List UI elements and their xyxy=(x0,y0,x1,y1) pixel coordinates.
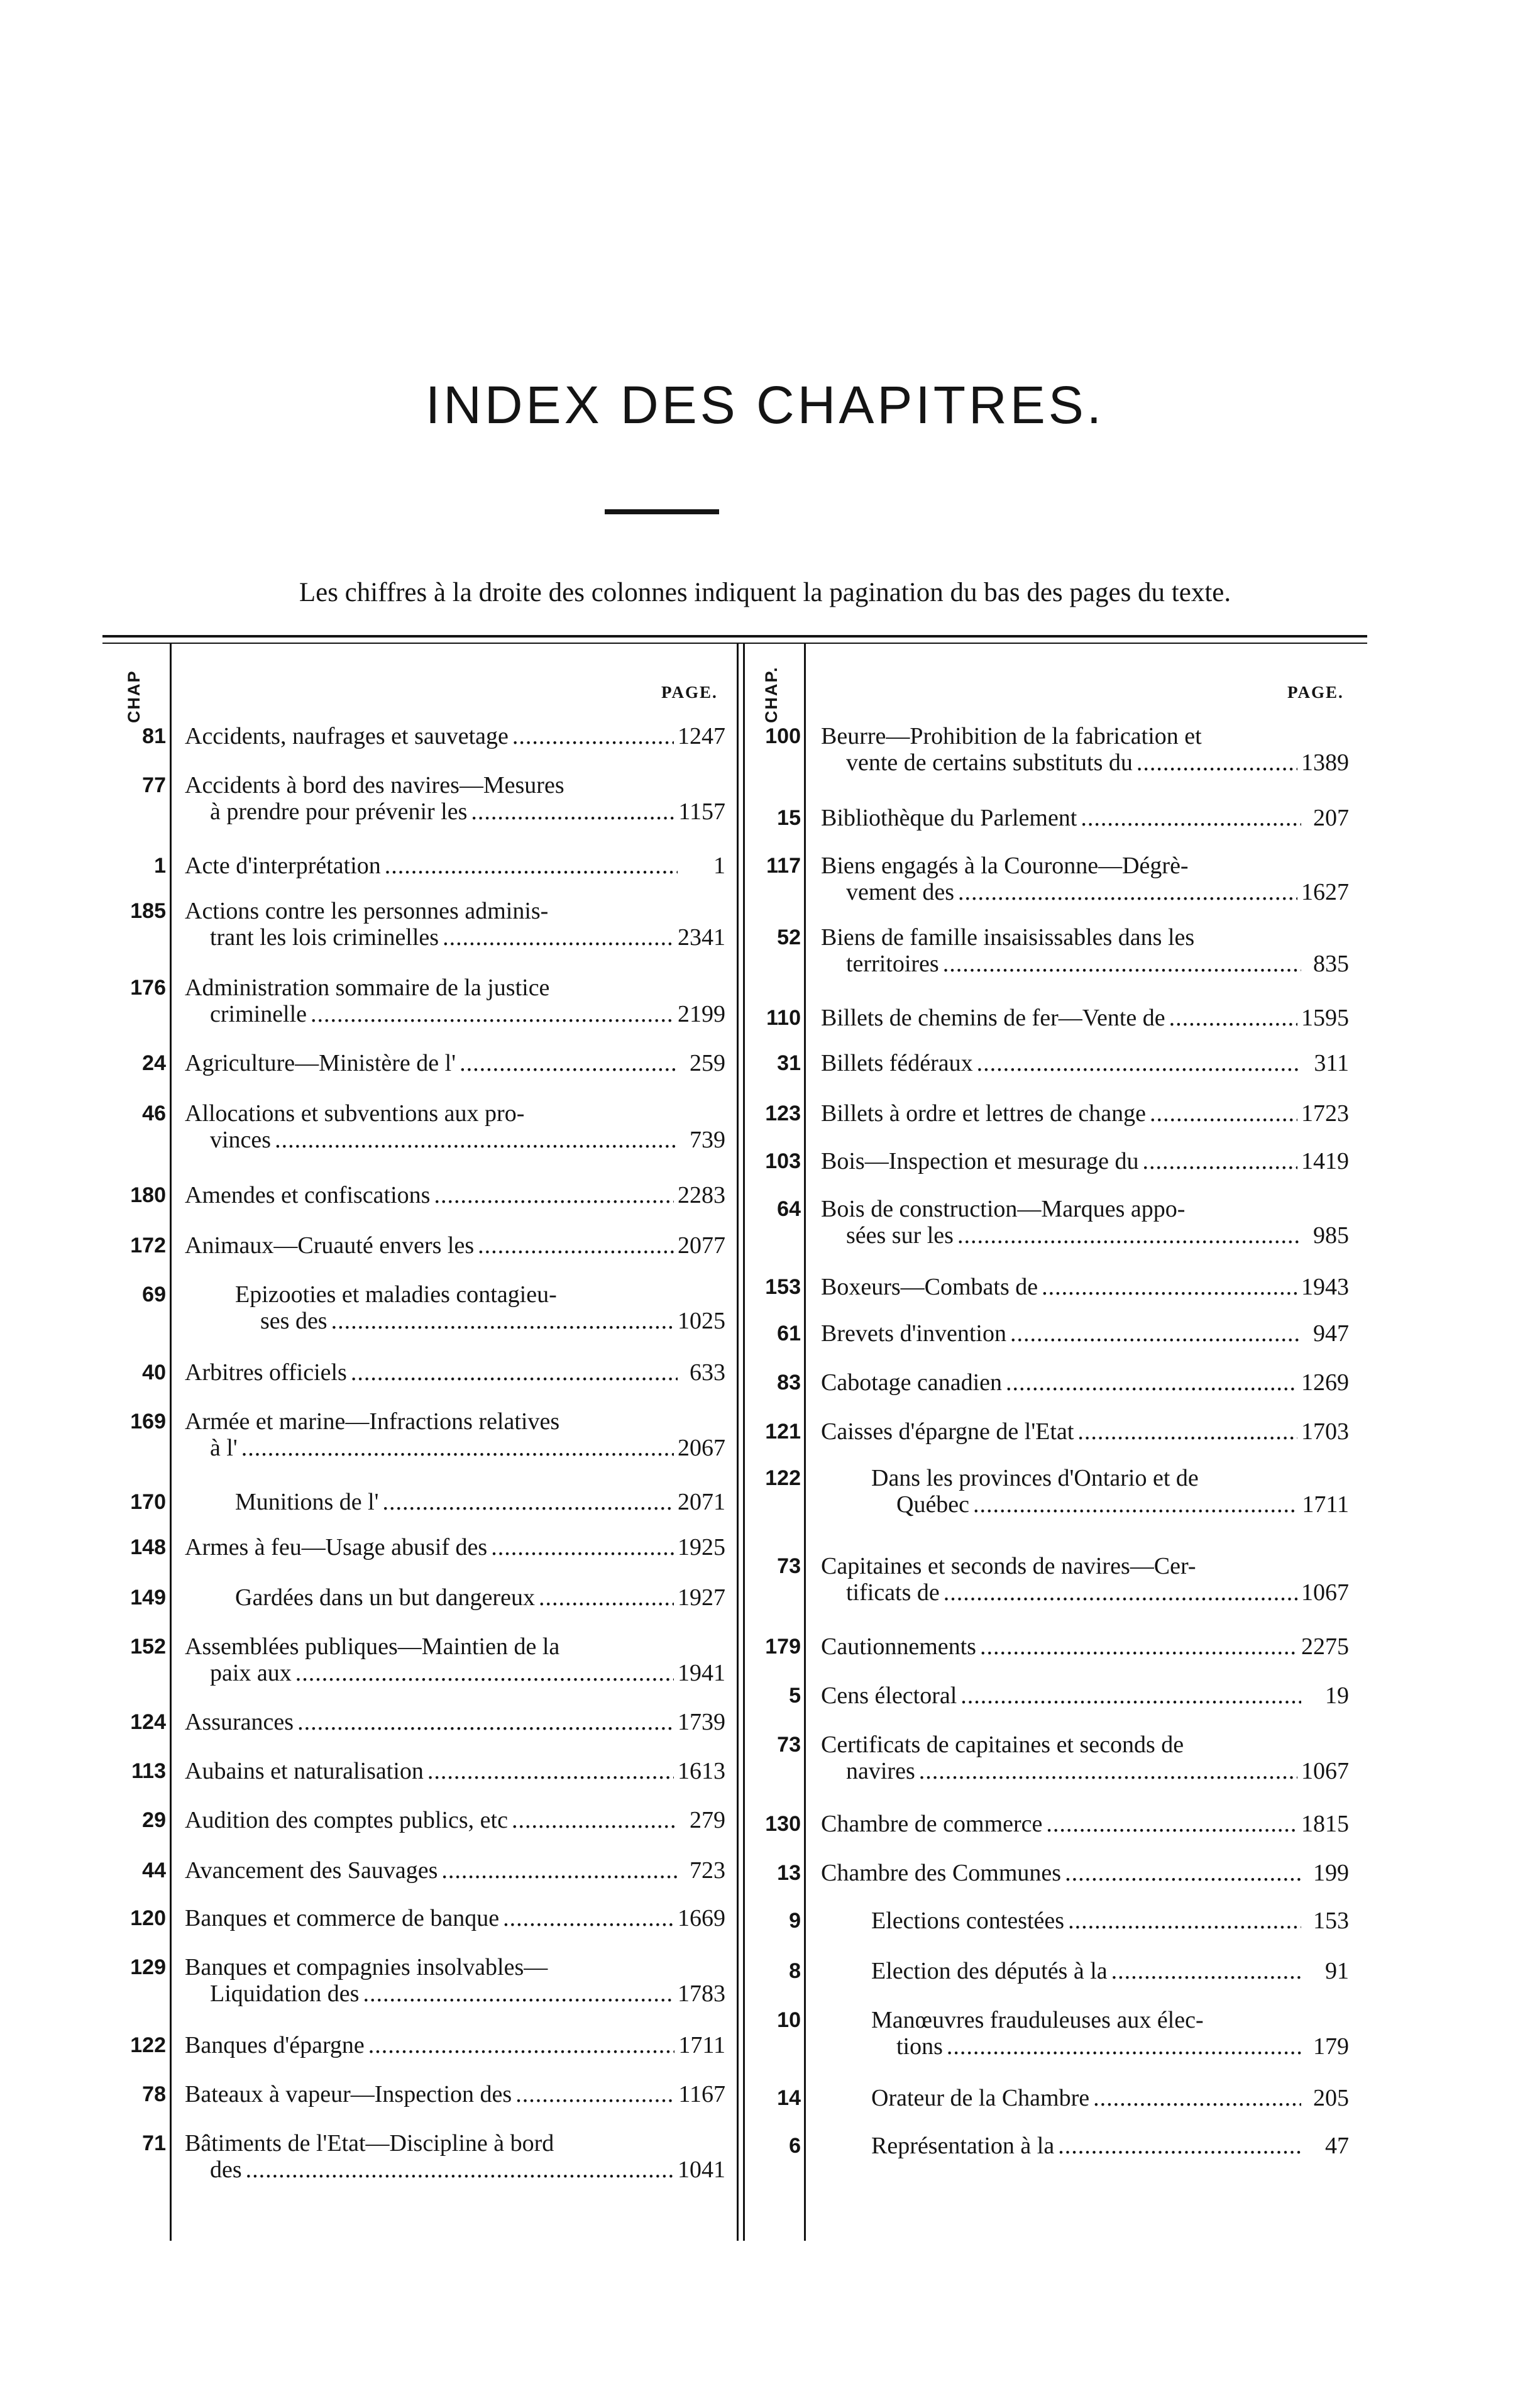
leader-dots xyxy=(1150,1100,1297,1127)
right-chap-number: 73 xyxy=(777,1733,801,1757)
entry-text: Epizooties et maladies contagieu- xyxy=(235,1281,557,1308)
leader-dots xyxy=(512,1807,678,1833)
entry-text: à l' xyxy=(210,1435,238,1461)
entry-page-number: 947 xyxy=(1313,1320,1349,1347)
index-entry xyxy=(185,1408,725,1461)
entry-text: sées sur les xyxy=(846,1222,954,1249)
entry-page-number: 2077 xyxy=(678,1232,725,1259)
right-chap-number: 15 xyxy=(777,806,801,830)
leader-dots xyxy=(275,1127,678,1153)
entry-text: Animaux—Cruauté envers les xyxy=(185,1232,475,1259)
right-chap-number: 110 xyxy=(766,1006,801,1030)
right-chap-number: 6 xyxy=(789,2134,801,2158)
entry-page-number: 2341 xyxy=(678,924,725,951)
leader-dots xyxy=(241,1435,674,1461)
entry-page-number: 2067 xyxy=(678,1435,725,1461)
entry-page-number: 2071 xyxy=(678,1489,725,1515)
leader-dots xyxy=(434,1182,674,1208)
entry-text: Bibliothèque du Parlement xyxy=(821,805,1077,831)
entry-page-number: 723 xyxy=(690,1857,725,1884)
leader-dots xyxy=(1010,1320,1301,1347)
entry-text: Banques et compagnies insolvables— xyxy=(185,1954,548,1980)
leader-dots xyxy=(919,1758,1297,1784)
entry-page-number: 1703 xyxy=(1301,1418,1349,1445)
right-chap-number: 100 xyxy=(765,724,801,748)
index-entry xyxy=(821,853,1349,905)
left-chap-number: 78 xyxy=(142,2082,166,2106)
entry-text: Actions contre les personnes adminis- xyxy=(185,898,549,924)
title-rule xyxy=(605,509,719,514)
right-chap-number: 179 xyxy=(765,1635,801,1659)
entry-text: Amendes et confiscations xyxy=(185,1182,431,1208)
left-page-header: PAGE. xyxy=(661,683,718,702)
index-entry xyxy=(185,2130,725,2183)
left-chap-number: 44 xyxy=(142,1858,166,1882)
entry-text: Elections contestées xyxy=(871,1908,1065,1934)
leader-dots xyxy=(512,723,674,749)
index-entry xyxy=(821,1860,1349,1886)
left-chap-header: CHAP xyxy=(124,670,143,723)
entry-text: criminelle xyxy=(210,1001,307,1027)
entry-page-number: 1711 xyxy=(678,2032,725,2058)
right-chap-number: 117 xyxy=(766,854,801,878)
right-chap-number: 103 xyxy=(765,1149,801,1173)
leader-dots xyxy=(460,1050,678,1076)
index-entry xyxy=(185,1807,725,1833)
entry-page-number: 1595 xyxy=(1301,1005,1349,1031)
entry-text: Agriculture—Ministère de l' xyxy=(185,1050,456,1076)
entry-text: Billets à ordre et lettres de change xyxy=(821,1100,1147,1127)
entry-text: Election des députés à la xyxy=(871,1958,1108,1984)
leader-dots xyxy=(385,853,678,879)
leader-dots xyxy=(295,1660,674,1686)
entry-page-number: 2199 xyxy=(678,1001,725,1027)
left-chap-divider xyxy=(170,644,172,2241)
entry-text: Bois de construction—Marques appo- xyxy=(821,1196,1186,1222)
leader-dots xyxy=(368,2032,675,2058)
entry-text: Liquidation des xyxy=(210,1980,360,2007)
right-chap-number: 123 xyxy=(765,1102,801,1125)
index-entry xyxy=(185,772,725,825)
index-entry xyxy=(821,723,1349,776)
entry-page-number: 1 xyxy=(713,853,725,879)
leader-dots xyxy=(515,2081,674,2107)
entry-text: vement des xyxy=(846,879,955,905)
entry-text: Munitions de l' xyxy=(235,1489,379,1515)
index-entry xyxy=(185,1709,725,1735)
right-chap-number: 130 xyxy=(765,1812,801,1836)
index-entry xyxy=(821,2133,1349,2159)
left-chap-number: 69 xyxy=(142,1283,166,1306)
left-chap-number: 148 xyxy=(130,1535,166,1559)
right-chap-number: 9 xyxy=(789,1909,801,1933)
leader-dots xyxy=(977,1050,1301,1076)
right-chap-number: 14 xyxy=(777,2086,801,2110)
right-chap-number: 13 xyxy=(777,1861,801,1885)
index-entry xyxy=(821,1958,1349,1984)
index-entry xyxy=(185,1534,725,1560)
leader-dots xyxy=(427,1758,674,1784)
entry-page-number: 1627 xyxy=(1301,879,1349,905)
right-chap-number: 153 xyxy=(765,1275,801,1299)
entry-text: Cabotage canadien xyxy=(821,1369,1003,1396)
entry-text: territoires xyxy=(846,951,939,977)
entry-text: Gardées dans un but dangereux xyxy=(235,1584,535,1611)
page-subtitle: Les chiffres à la droite des colonnes indiquent la pagination du bas des pages du texte. xyxy=(299,578,1231,607)
entry-page-number: 1167 xyxy=(678,2081,725,2107)
leader-dots xyxy=(957,1222,1301,1249)
index-entry xyxy=(821,1418,1349,1445)
index-entry xyxy=(185,1633,725,1686)
index-entry xyxy=(821,2007,1349,2060)
entry-page-number: 91 xyxy=(1325,1958,1349,1984)
entry-text: Assurances xyxy=(185,1709,294,1735)
entry-text: Accidents à bord des navires—Mesures xyxy=(185,772,564,798)
left-chap-number: 113 xyxy=(131,1759,166,1783)
index-entry xyxy=(185,2032,725,2058)
left-chap-number: 124 xyxy=(130,1710,166,1734)
index-entry xyxy=(185,1489,725,1515)
entry-text: Arbitres officiels xyxy=(185,1359,347,1386)
entry-text: Québec xyxy=(896,1491,970,1518)
entry-text: Dans les provinces d'Ontario et de xyxy=(871,1465,1199,1491)
entry-text: Armes à feu—Usage abusif des xyxy=(185,1534,488,1560)
entry-text: Boxeurs—Combats de xyxy=(821,1274,1038,1300)
index-entry xyxy=(185,1857,725,1884)
left-chap-number: 129 xyxy=(130,1955,166,1979)
index-entry xyxy=(821,1633,1349,1660)
left-chap-number: 152 xyxy=(130,1635,166,1659)
entry-page-number: 1927 xyxy=(678,1584,725,1611)
index-entry xyxy=(821,1369,1349,1396)
entry-page-number: 1157 xyxy=(678,798,725,825)
entry-page-number: 633 xyxy=(690,1359,725,1386)
index-entry xyxy=(185,1758,725,1784)
header-rule-thick xyxy=(102,635,1367,638)
index-entry xyxy=(821,1908,1349,1934)
entry-text: Caisses d'épargne de l'Etat xyxy=(821,1418,1074,1445)
entry-text: Biens engagés à la Couronne—Dégrè- xyxy=(821,853,1189,879)
index-entry xyxy=(185,1232,725,1259)
right-chap-header: CHAP. xyxy=(762,666,781,723)
index-entry xyxy=(185,1182,725,1208)
entry-text: Orateur de la Chambre xyxy=(871,2085,1090,2111)
column-divider xyxy=(737,644,739,2241)
leader-dots xyxy=(1006,1369,1297,1396)
entry-text: Certificats de capitaines et seconds de xyxy=(821,1731,1184,1758)
entry-page-number: 199 xyxy=(1313,1860,1349,1886)
index-entry xyxy=(185,853,725,879)
entry-text: Assemblées publiques—Maintien de la xyxy=(185,1633,560,1660)
leader-dots xyxy=(1077,1418,1297,1445)
leader-dots xyxy=(947,2033,1301,2060)
right-chap-number: 52 xyxy=(777,925,801,949)
entry-page-number: 1613 xyxy=(678,1758,725,1784)
leader-dots xyxy=(1111,1958,1301,1984)
entry-text: Accidents, naufrages et sauvetage xyxy=(185,723,509,749)
index-entry xyxy=(821,1811,1349,1837)
left-chap-number: 120 xyxy=(130,1906,166,1930)
right-chap-number: 64 xyxy=(777,1197,801,1221)
index-entry xyxy=(821,1731,1349,1784)
entry-page-number: 179 xyxy=(1313,2033,1349,2060)
entry-text: vinces xyxy=(210,1127,272,1153)
entry-page-number: 1739 xyxy=(678,1709,725,1735)
entry-text: Administration sommaire de la justice xyxy=(185,975,550,1001)
leader-dots xyxy=(1042,1274,1297,1300)
entry-text: Chambre de commerce xyxy=(821,1811,1043,1837)
entry-text: Allocations et subventions aux pro- xyxy=(185,1100,525,1127)
index-entry xyxy=(821,1196,1349,1249)
index-entry xyxy=(185,898,725,951)
leader-dots xyxy=(1058,2133,1301,2159)
left-chap-number: 24 xyxy=(142,1051,166,1075)
right-chap-number: 61 xyxy=(777,1322,801,1345)
left-chap-number: 29 xyxy=(142,1808,166,1832)
left-chap-number: 81 xyxy=(142,724,166,748)
header-rule-thin xyxy=(102,643,1367,644)
entry-page-number: 47 xyxy=(1325,2133,1349,2159)
entry-text: des xyxy=(210,2157,242,2183)
index-entry xyxy=(185,975,725,1027)
left-chap-number: 172 xyxy=(130,1234,166,1257)
leader-dots xyxy=(958,879,1297,905)
entry-text: Bois—Inspection et mesurage du xyxy=(821,1148,1139,1174)
left-chap-number: 169 xyxy=(130,1410,166,1433)
index-entry xyxy=(185,723,725,749)
index-entry xyxy=(185,1100,725,1153)
leader-dots xyxy=(1046,1811,1297,1837)
leader-dots xyxy=(383,1489,674,1515)
index-entry xyxy=(821,1274,1349,1300)
entry-text: Biens de famille insaisissables dans les xyxy=(821,924,1195,951)
leader-dots xyxy=(943,951,1301,977)
entry-text: ses des xyxy=(260,1308,327,1334)
leader-dots xyxy=(478,1232,674,1259)
leader-dots xyxy=(503,1905,674,1931)
index-entry xyxy=(185,1905,725,1931)
index-entry xyxy=(821,1553,1349,1606)
leader-dots xyxy=(539,1584,674,1611)
leader-dots xyxy=(980,1633,1297,1660)
entry-page-number: 1815 xyxy=(1301,1811,1349,1837)
index-entry xyxy=(821,1465,1349,1518)
entry-text: Banques d'épargne xyxy=(185,2032,365,2058)
leader-dots xyxy=(944,1579,1297,1606)
leader-dots xyxy=(1093,2085,1301,2111)
left-chap-number: 77 xyxy=(142,773,166,797)
leader-dots xyxy=(363,1980,674,2007)
entry-page-number: 259 xyxy=(690,1050,725,1076)
entry-text: Audition des comptes publics, etc xyxy=(185,1807,508,1833)
entry-text: à prendre pour prévenir les xyxy=(210,798,468,825)
index-entry xyxy=(185,1050,725,1076)
entry-page-number: 311 xyxy=(1314,1050,1349,1076)
entry-page-number: 1711 xyxy=(1302,1491,1349,1518)
entry-page-number: 1925 xyxy=(678,1534,725,1560)
left-chap-number: 170 xyxy=(130,1490,166,1514)
right-page-header: PAGE. xyxy=(1287,683,1344,702)
entry-text: navires xyxy=(846,1758,915,1784)
entry-text: Cens électoral xyxy=(821,1682,957,1709)
entry-text: Capitaines et seconds de navires—Cer- xyxy=(821,1553,1196,1579)
index-entry xyxy=(821,1320,1349,1347)
leader-dots xyxy=(491,1534,674,1560)
entry-text: tions xyxy=(896,2033,943,2060)
entry-text: Billets de chemins de fer—Vente de xyxy=(821,1005,1165,1031)
index-entry xyxy=(185,1584,725,1611)
leader-dots xyxy=(443,924,674,951)
entry-page-number: 1783 xyxy=(678,1980,725,2007)
index-entry xyxy=(821,2085,1349,2111)
right-chap-divider xyxy=(804,644,806,2241)
entry-page-number: 1067 xyxy=(1301,1758,1349,1784)
entry-text: tificats de xyxy=(846,1579,940,1606)
entry-page-number: 985 xyxy=(1313,1222,1349,1249)
entry-page-number: 1025 xyxy=(678,1308,725,1334)
left-chap-number: 149 xyxy=(130,1586,166,1610)
index-entry xyxy=(821,1100,1349,1127)
entry-page-number: 279 xyxy=(690,1807,725,1833)
entry-page-number: 205 xyxy=(1313,2085,1349,2111)
entry-page-number: 2283 xyxy=(678,1182,725,1208)
leader-dots xyxy=(1081,805,1301,831)
leader-dots xyxy=(960,1682,1301,1709)
entry-text: Bateaux à vapeur—Inspection des xyxy=(185,2081,512,2107)
left-chap-number: 1 xyxy=(154,854,166,878)
leader-dots xyxy=(1169,1005,1297,1031)
left-chap-number: 185 xyxy=(130,899,166,923)
entry-page-number: 1669 xyxy=(678,1905,725,1931)
index-entry xyxy=(185,1954,725,2007)
right-chap-number: 10 xyxy=(777,2008,801,2032)
leader-dots xyxy=(351,1359,678,1386)
leader-dots xyxy=(331,1308,674,1334)
leader-dots xyxy=(441,1857,678,1884)
entry-page-number: 1941 xyxy=(678,1660,725,1686)
index-entry xyxy=(185,1281,725,1334)
entry-text: Avancement des Sauvages xyxy=(185,1857,438,1884)
entry-page-number: 153 xyxy=(1313,1908,1349,1934)
entry-text: Brevets d'invention xyxy=(821,1320,1006,1347)
entry-page-number: 1419 xyxy=(1301,1148,1349,1174)
index-entry xyxy=(821,1682,1349,1709)
entry-page-number: 835 xyxy=(1313,951,1349,977)
entry-page-number: 1389 xyxy=(1301,749,1349,776)
entry-page-number: 739 xyxy=(690,1127,725,1153)
leader-dots xyxy=(246,2157,674,2183)
left-chap-number: 122 xyxy=(130,2033,166,2057)
left-chap-number: 176 xyxy=(130,976,166,1000)
left-chap-number: 180 xyxy=(130,1183,166,1207)
entry-text: Aubains et naturalisation xyxy=(185,1758,424,1784)
entry-text: trant les lois criminelles xyxy=(210,924,439,951)
right-chap-number: 8 xyxy=(789,1959,801,1983)
right-chap-number: 122 xyxy=(765,1466,801,1490)
entry-text: Armée et marine—Infractions relatives xyxy=(185,1408,560,1435)
leader-dots xyxy=(1143,1148,1297,1174)
entry-page-number: 1943 xyxy=(1301,1274,1349,1300)
entry-text: Manœuvres frauduleuses aux élec- xyxy=(871,2007,1204,2033)
index-entry xyxy=(821,1148,1349,1174)
entry-page-number: 207 xyxy=(1313,805,1349,831)
entry-text: vente de certains substituts du xyxy=(846,749,1133,776)
entry-text: paix aux xyxy=(210,1660,292,1686)
leader-dots xyxy=(973,1491,1298,1518)
entry-page-number: 2275 xyxy=(1301,1633,1349,1660)
entry-text: Banques et commerce de banque xyxy=(185,1905,500,1931)
entry-text: Chambre des Communes xyxy=(821,1860,1062,1886)
entry-page-number: 1247 xyxy=(678,723,725,749)
page-title: INDEX DES CHAPITRES. xyxy=(425,375,1105,434)
right-chap-number: 73 xyxy=(777,1554,801,1578)
right-chap-number: 31 xyxy=(777,1051,801,1075)
leader-dots xyxy=(1065,1860,1301,1886)
left-chap-number: 46 xyxy=(142,1102,166,1125)
entry-page-number: 1723 xyxy=(1301,1100,1349,1127)
leader-dots xyxy=(1136,749,1297,776)
entry-text: Représentation à la xyxy=(871,2133,1055,2159)
index-entry xyxy=(821,1050,1349,1076)
index-entry xyxy=(821,805,1349,831)
entry-page-number: 1041 xyxy=(678,2157,725,2183)
right-chap-number: 83 xyxy=(777,1371,801,1395)
leader-dots xyxy=(297,1709,674,1735)
entry-text: Bâtiments de l'Etat—Discipline à bord xyxy=(185,2130,554,2157)
index-entry xyxy=(185,1359,725,1386)
entry-text: Acte d'interprétation xyxy=(185,853,381,879)
leader-dots xyxy=(311,1001,674,1027)
index-entry xyxy=(821,1005,1349,1031)
entry-page-number: 1067 xyxy=(1301,1579,1349,1606)
left-chap-number: 40 xyxy=(142,1361,166,1384)
leader-dots xyxy=(471,798,674,825)
entry-text: Cautionnements xyxy=(821,1633,976,1660)
right-chap-number: 121 xyxy=(765,1420,801,1444)
entry-page-number: 1269 xyxy=(1301,1369,1349,1396)
leader-dots xyxy=(1068,1908,1301,1934)
left-chap-number: 71 xyxy=(142,2131,166,2155)
index-entry xyxy=(185,2081,725,2107)
right-chap-number: 5 xyxy=(789,1684,801,1708)
entry-page-number: 19 xyxy=(1325,1682,1349,1709)
entry-text: Beurre—Prohibition de la fabrication et xyxy=(821,723,1202,749)
entry-text: Billets fédéraux xyxy=(821,1050,973,1076)
index-entry xyxy=(821,924,1349,977)
